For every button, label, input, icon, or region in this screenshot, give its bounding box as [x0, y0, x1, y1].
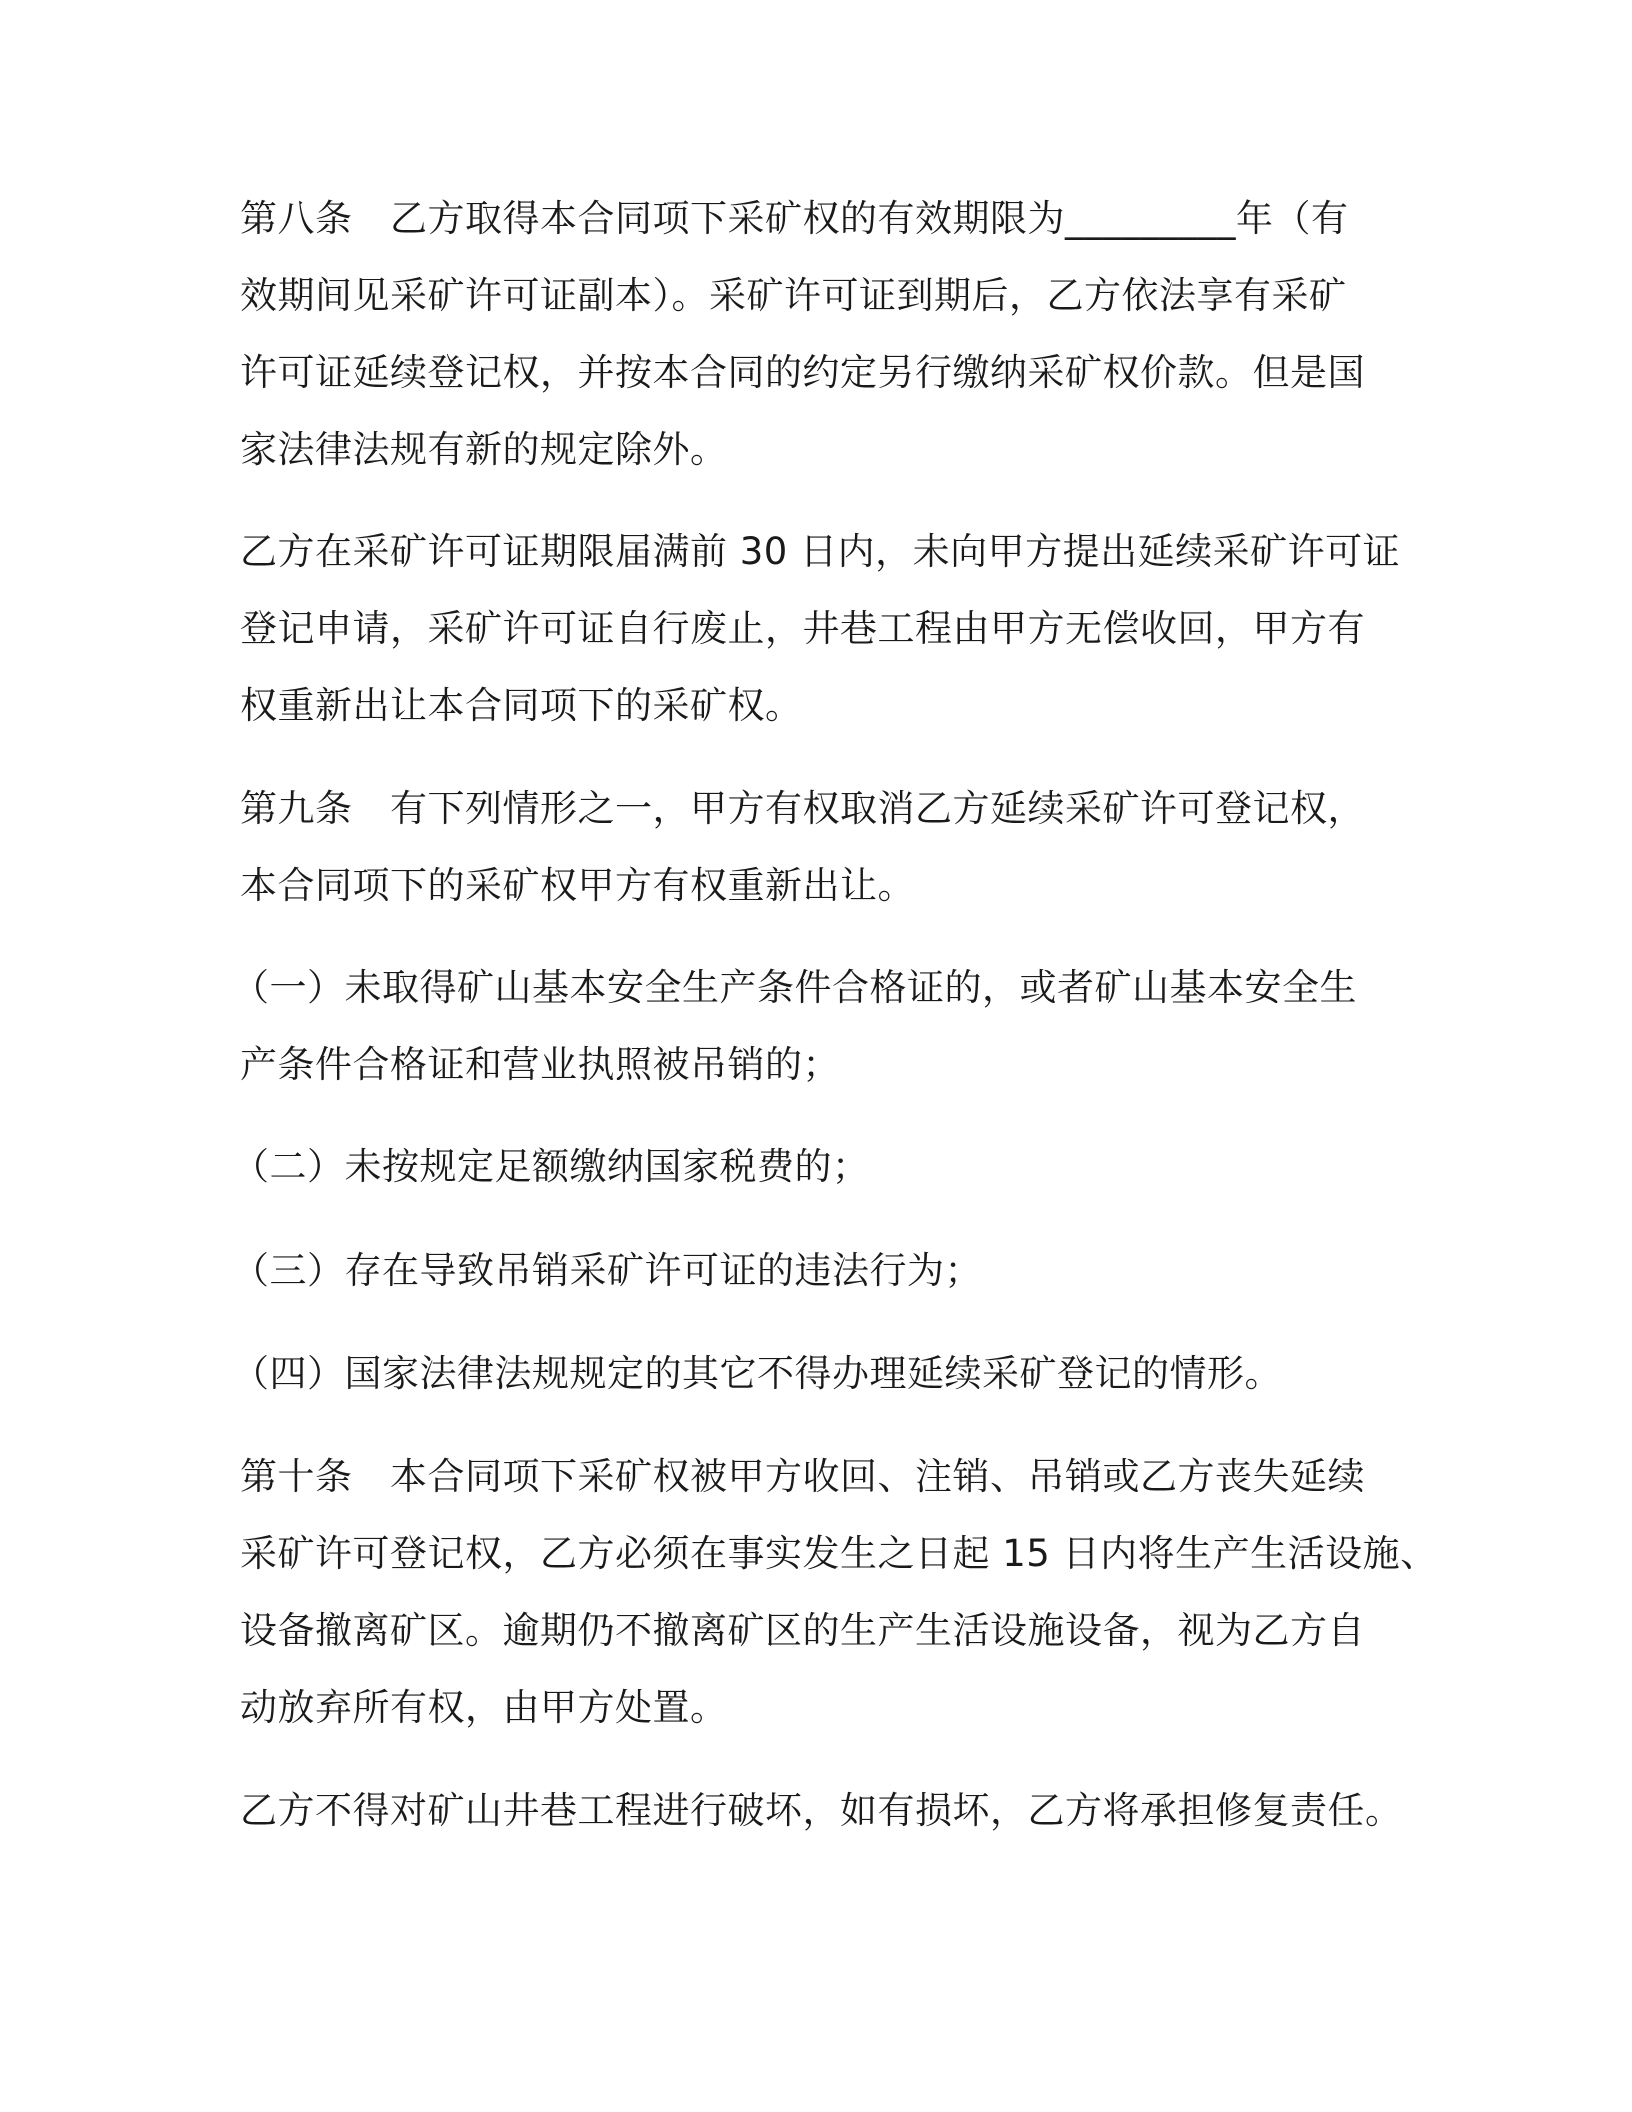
item-2: （二）未按规定足额缴纳国家税费的；: [232, 1145, 870, 1188]
article-8-line-3: 许可证延续登记权，并按本合同的约定另行缴纳采矿权价款。但是国: [240, 351, 1365, 394]
item-4: （四）国家法律法规规定的其它不得办理延续采矿登记的情形。: [232, 1352, 1282, 1395]
article-8-line-4: 家法律法规有新的规定除外。: [240, 428, 728, 471]
article-8-para2-line-3: 权重新出让本合同项下的采矿权。: [240, 684, 803, 727]
article-10-line-2: 采矿许可登记权，乙方必须在事实发生之日起 15 日内将生产生活设施、: [240, 1532, 1438, 1575]
article-10-line-1: 第十条 本合同项下采矿权被甲方收回、注销、吊销或乙方丧失延续: [240, 1455, 1365, 1498]
article-10-line-3: 设备撤离矿区。逾期仍不撤离矿区的生产生活设施设备，视为乙方自: [240, 1609, 1365, 1652]
article-8-line-2: 效期间见采矿许可证副本）。采矿许可证到期后，乙方依法享有采矿: [240, 274, 1347, 317]
article-10-para2: 乙方不得对矿山井巷工程进行破坏，如有损坏，乙方将承担修复责任。: [240, 1789, 1403, 1832]
item-1-line-1: （一）未取得矿山基本安全生产条件合格证的，或者矿山基本安全生: [232, 966, 1357, 1009]
article-8-para2-line-2: 登记申请，采矿许可证自行废止，井巷工程由甲方无偿收回，甲方有: [240, 607, 1365, 650]
article-8-line-1: 第八条 乙方取得本合同项下采矿权的有效期限为_________年（有: [240, 197, 1349, 240]
article-9-line-2: 本合同项下的采矿权甲方有权重新出让。: [240, 864, 915, 907]
item-3: （三）存在导致吊销采矿许可证的违法行为；: [232, 1249, 982, 1292]
article-9-line-1: 第九条 有下列情形之一，甲方有权取消乙方延续采矿许可登记权，: [240, 787, 1365, 830]
article-10-line-4: 动放弃所有权，由甲方处置。: [240, 1686, 728, 1729]
article-8-para2-line-1: 乙方在采矿许可证期限届满前 30 日内，未向甲方提出延续采矿许可证: [240, 530, 1401, 573]
item-1-line-2: 产条件合格证和营业执照被吊销的；: [240, 1043, 840, 1086]
